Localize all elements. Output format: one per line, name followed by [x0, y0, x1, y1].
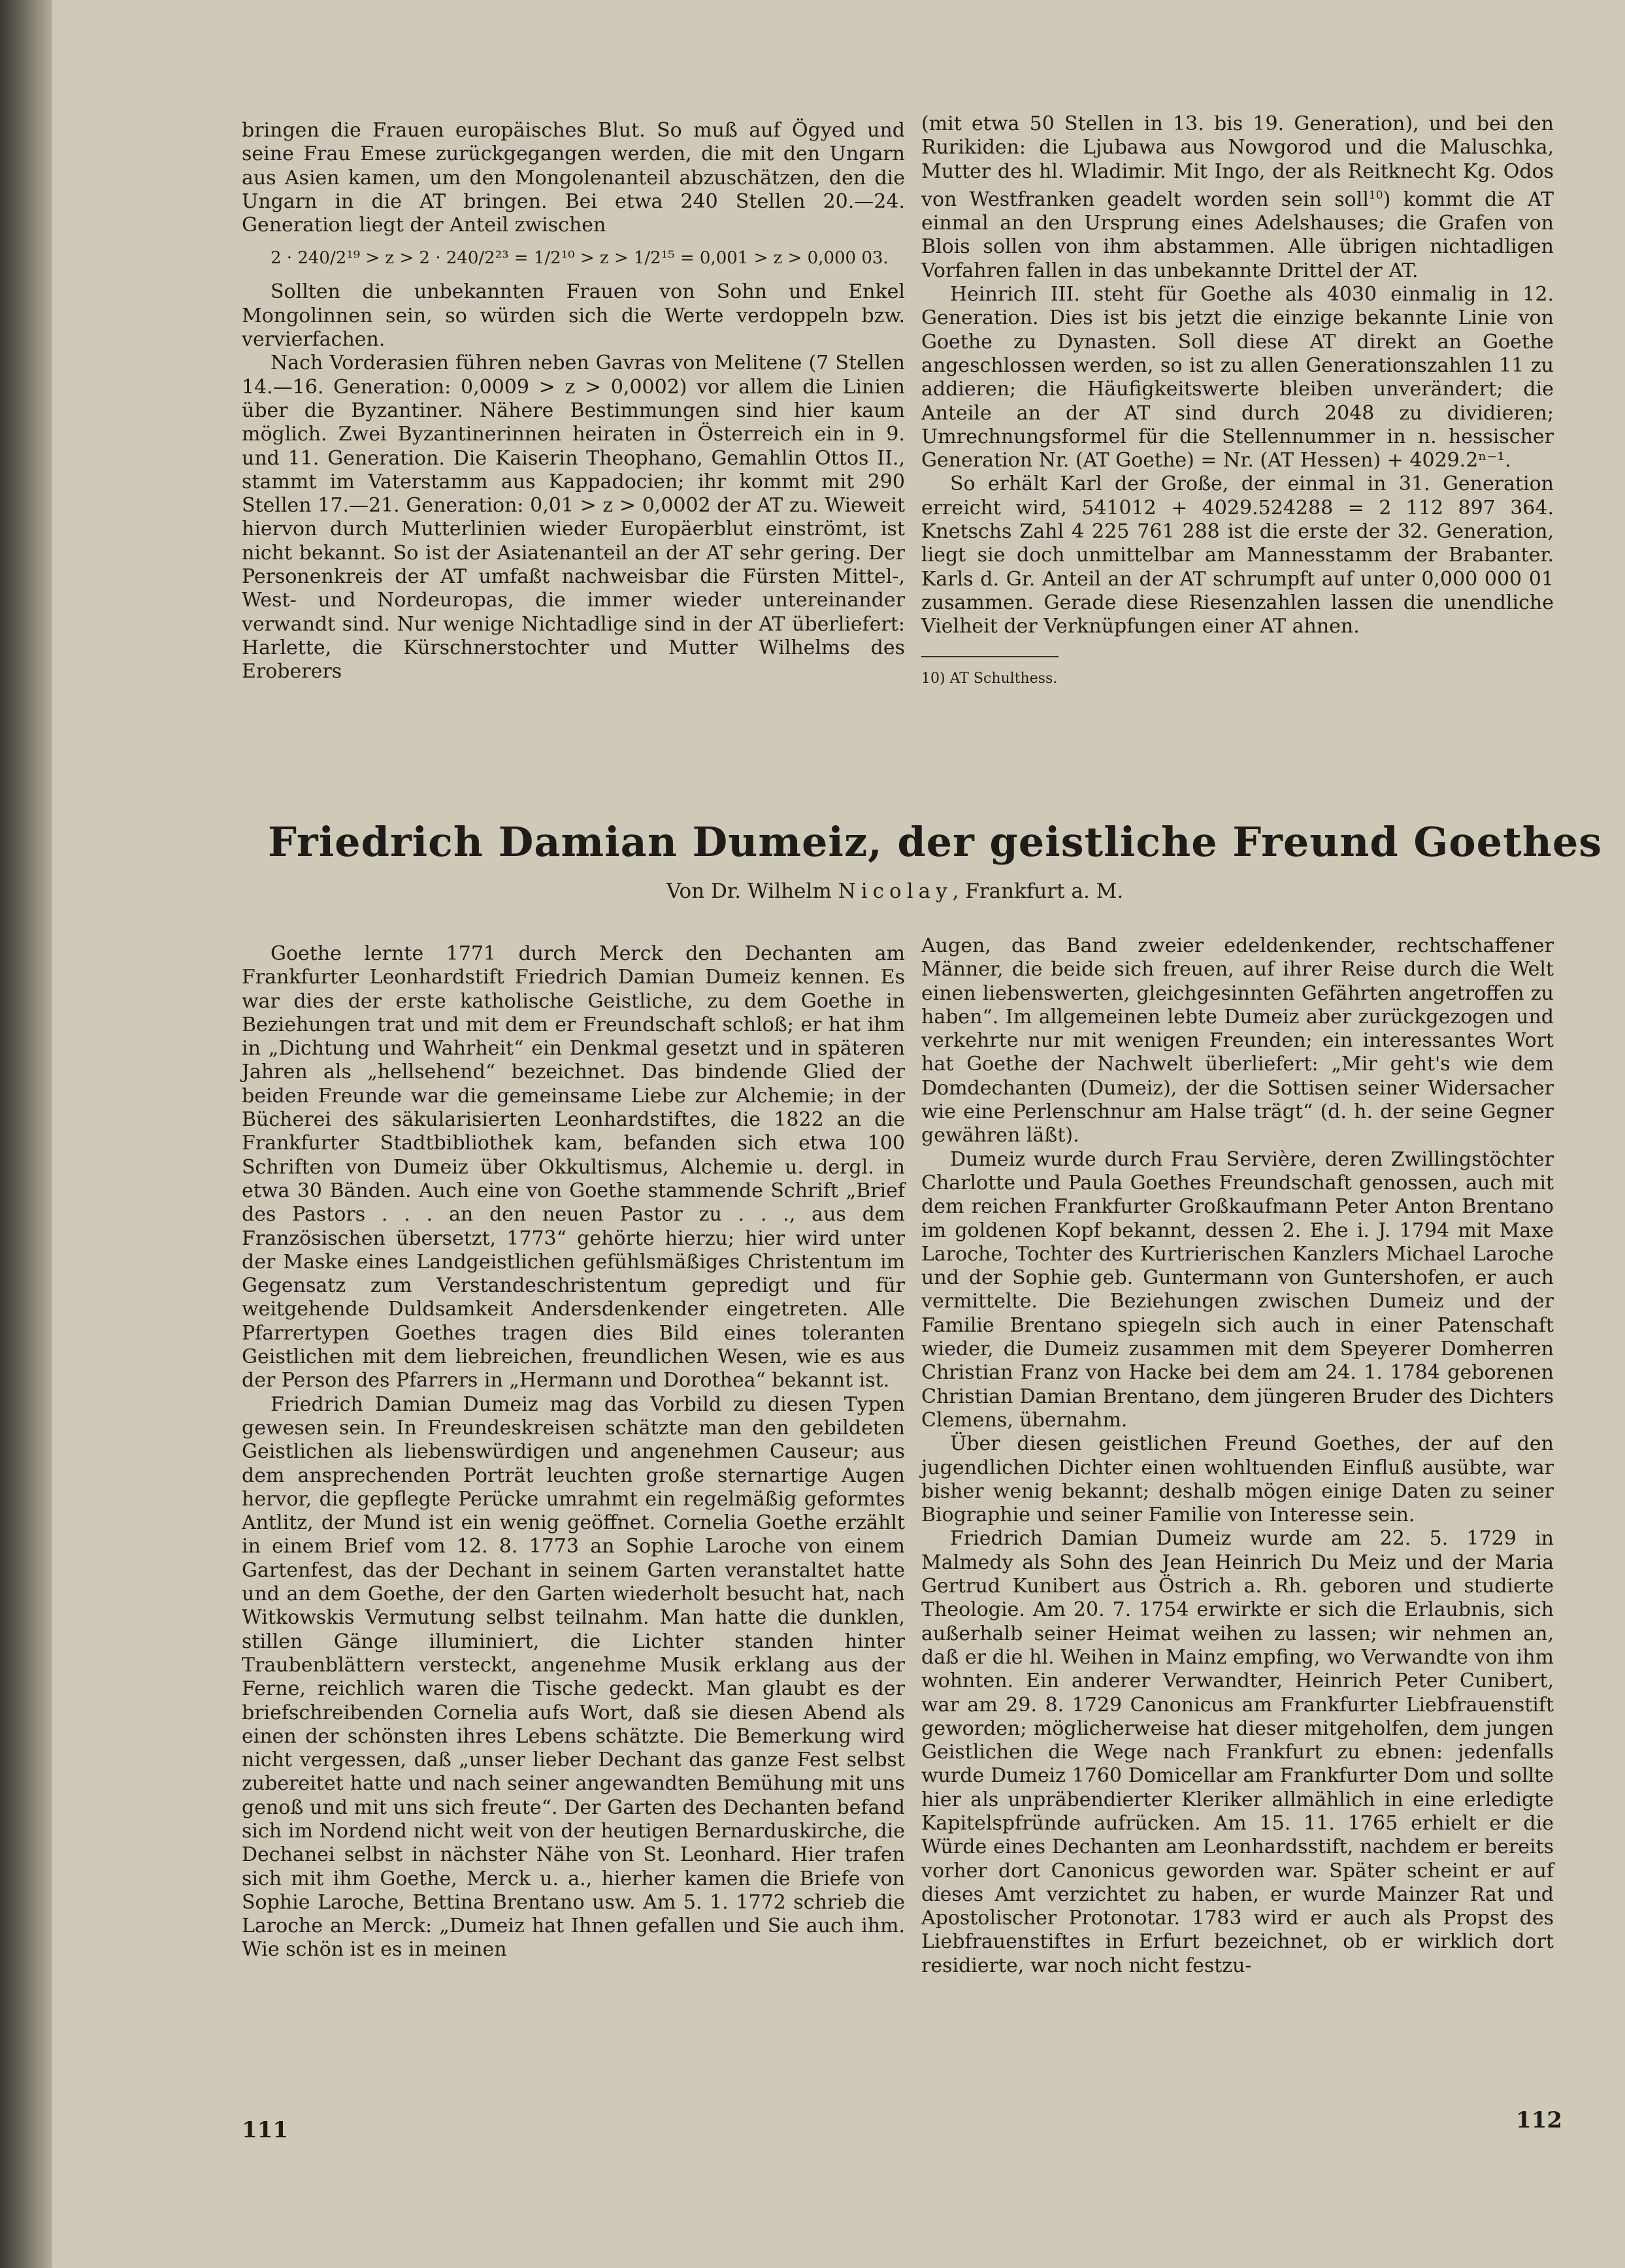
bottom-left-column — [242, 942, 905, 1962]
paragraph: So erhält Karl der Große, der einmal in 31. Generation erreicht wird, 541012 + 4029.524288 = 2 112 897 364. Knetschs Zahl 4 225 761 288 ist die erste der 32. Generation, liegt sie doch unmittelbar am Mannesstamm der Brabanter. Karls d. Gr. Anteil an der AT schrumpft auf unter 0,000 000 01 zusammen. Gerade diese Riesenzahlen lassen die unendliche Vielheit der Verknüpfungen einer AT ahnen. — [921, 472, 1554, 638]
footnote-rule — [921, 656, 1059, 657]
byline — [666, 879, 1385, 903]
page-number-left: 111 — [242, 2117, 288, 2143]
bottom-right-column — [921, 934, 1554, 1978]
paragraph: bringen die Frauen europäisches Blut. So muß auf Ögyed und seine Frau Emese zurückgegangen werden, die mit den Ungarn aus Asien kamen, um den Mongolenanteil abzuschätzen, den die Ungarn in die AT bringen. Bei etwa 240 Stellen 20.—24. Generation liegt der Anteil zwischen — [242, 119, 905, 237]
paragraph: Friedrich Damian Dumeiz mag das Vorbild zu diesen Typen gewesen sein. In Freundeskreisen schätzte man den gebildeten Geistlichen als liebenswürdigen und angenehmen Causeur; aus dem ansprechenden Porträt leuchten große sternartige Augen hervor, die gepflegte Perücke umrahmt ein regelmäßig geformtes Antlitz, der Mund ist ein wenig geöffnet. Cornelia Goethe erzählt in einem Brief vom 12. 8. 1773 an Sophie Laroche von einem Gartenfest, das der Dechant in seinem Garten veranstaltet hatte und an dem Goethe, der den Garten wiederholt besucht hat, nach Witkowskis Vermutung selbst teilnahm. Man hatte die dunklen, stillen Gänge illuminiert, die Lichter standen hinter Traubenblättern versteckt, angenehme Musik erklang aus der Ferne, reichlich waren die Tische gedeckt. Man glaubt es der briefschreibenden Cornelia aufs Wort, daß sie diesen Abend als einen der schönsten ihres Lebens schätzte. Die Bemerkung wird nicht vergessen, daß „unser lieber Dechant das ganze Fest selbst zubereitet hatte und nach seiner angewandten Bemühung mit uns genoß und mit uns sich freute“. Der Garten des Dechanten befand sich im Nordend nicht weit von der heutigen Bernarduskirche, die Dechanei selbst in nächster Nähe von St. Leonhard. Hier trafen sich mit ihm Goethe, Merck u. a., hierher kamen die Briefe von Sophie Laroche, Bettina Brentano usw. Am 5. 1. 1772 schrieb die Laroche an Merck: „Dumeiz hat Ihnen gefallen und Sie auch ihm. Wie schön ist es in meinen — [242, 1392, 905, 1962]
footnote-marker: 10 — [1368, 188, 1383, 202]
byline-suffix: , Frankfurt a. M. — [952, 879, 1124, 903]
paragraph: Goethe lernte 1771 durch Merck den Dechanten am Frankfurter Leonhardstift Friedrich Damian Dumeiz kennen. Es war dies der erste katholische Geistliche, zu dem Goethe in Beziehungen trat und mit dem er Freundschaft schloß; er hat ihm in „Dichtung und Wahrheit“ ein Denkmal gesetzt und in späteren Jahren als „hellsehend“ bezeichnet. Das bindende Glied der beiden Freunde war die gemeinsame Liebe zur Alchemie; in der Bücherei des säkularisierten Leonhardstiftes, die 1822 an die Frankfurter Stadtbibliothek kam, befanden sich etwa 100 Schriften von Dumeiz über Okkultismus, Alchemie u. dergl. in etwa 30 Bänden. Auch eine von Goethe stammende Schrift „Brief des Pastors . . . an den neuen Pastor zu . . ., aus dem Französischen übersetzt, 1773“ gehörte hierzu; hier wird unter der Maske eines Landgeistlichen gefühlsmäßiges Christentum im Gegensatz zum Verstandeschristentum gepredigt und für weitgehende Duldsamkeit Andersdenkender eingetreten. Alle Pfarrertypen Goethes tragen dies Bild eines toleranten Geistlichen mit dem liebreichen, freundlichen Wesen, wie es aus der Person des Pfarrers in „Hermann und Dorothea“ bekannt ist. — [242, 942, 905, 1392]
author-name: Nicolay — [838, 879, 953, 903]
paragraph — [921, 112, 1554, 283]
paragraph: Augen, das Band zweier edeldenkender, rechtschaffener Männer, die beide sich freuen, auf ihrer Reise durch die Welt einen liebenswerten, gleichgesinnten Gefährten angetroffen zu haben“. Im allgemeinen lebte Dumeiz aber zurückgezogen und verkehrte nur mit wenigen Freunden; ein interessantes Wort hat Goethe der Nachwelt überliefert: „Mir geht's wie dem Domdechanten (Dumeiz), der die Sottisen seiner Widersacher wie eine Perlenschnur am Halse trägt“ (d. h. der seine Gegner gewähren läßt). — [921, 934, 1554, 1147]
article-title: Friedrich Damian Dumeiz, der geistliche Freund Goethes — [268, 818, 1603, 866]
scanned-page — [52, 0, 1625, 2268]
book-binding-shadow — [0, 0, 52, 2268]
paragraph: Dumeiz wurde durch Frau Servière, deren Zwillingstöchter Charlotte und Paula Goethes Freundschaft genossen, auch mit dem reichen Frankfurter Großkaufmann Peter Anton Brentano im goldenen Kopf bekannt, dessen 2. Ehe i. J. 1794 mit Maxe Laroche, Tochter des Kurtrierischen Kanzlers Michael Laroche und der Sophie geb. Guntermann von Guntershofen, er auch vermittelte. Die Beziehungen zwischen Dumeiz und der Familie Brentano spiegeln sich auch in einer Patenschaft wieder, die Dumeiz zusammen mit dem Speyerer Domherren Christian Franz von Hacke bei dem am 24. 1. 1784 geborenen Christian Damian Brentano, dem jüngeren Bruder des Dichters Clemens, übernahm. — [921, 1147, 1554, 1432]
paragraph: Friedrich Damian Dumeiz wurde am 22. 5. 1729 in Malmedy als Sohn des Jean Heinrich Du Meiz und der Maria Gertrud Kunibert aus Östrich a. Rh. geboren und studierte Theologie. Am 20. 7. 1754 erwirkte er sich die Erlaubnis, sich außerhalb seiner Heimat weihen zu lassen; wir nehmen an, daß er die hl. Weihen in Mainz empfing, wo Verwandte von ihm wohnten. Ein anderer Verwandter, Heinrich Peter Cunibert, war am 29. 8. 1729 Canonicus am Frankfurter Liebfrauenstift geworden; möglicherweise hat dieser mitgeholfen, dem jungen Geistlichen die Wege nach Frankfurt zu ebnen: jedenfalls wurde Dumeiz 1760 Domicellar am Frankfurter Dom und sollte hier als unpräbendierter Kleriker allmählich in eine erledigte Kapitelspfründe aufrücken. Am 15. 11. 1765 erhielt er die Würde eines Dechanten am Leonhardsstift, nachdem er bereits vorher dort Canonicus geworden war. Später scheint er auf dieses Amt verzichtet zu haben, er wurde Mainzer Rat und Apostolischer Protonotar. 1783 wird er auch als Propst des Liebfrauenstiftes in Erfurt bezeichnet, ob er wirklich dort residierte, war noch nicht festzu- — [921, 1527, 1554, 1977]
footnote: 10) AT Schulthess. — [921, 670, 1058, 687]
paragraph: Nach Vorderasien führen neben Gavras von Melitene (7 Stellen 14.—16. Generation: 0,0009 > z > 0,0002) vor allem die Linien über die Byzantiner. Nähere Bestimmungen sind hier kaum möglich. Zwei Byzantinerinnen heiraten in Österreich ein in 9. und 11. Generation. Die Kaiserin Theophano, Gemahlin Ottos II., stammt im Vaterstamm aus Kappadocien; ihr kommt mit 290 Stellen 17.—21. Generation: 0,01 > z > 0,0002 der AT zu. Wieweit hiervon durch Mutterlinien wieder Europäerblut einströmt, ist nicht bekannt. So ist der Asiatenanteil an der AT sehr gering. Der Personenkreis der AT umfaßt nachweisbar die Fürsten Mittel-, West- und Nordeuropas, die immer wieder untereinander verwandt sind. Nur wenige Nichtadlige sind in der AT überliefert: Harlette, die Kürschnerstochter und Mutter Wilhelms des Eroberers — [242, 352, 905, 683]
formula: 2 · 240/2¹⁹ > z > 2 · 240/2²³ = 1/2¹⁰ > z > 1/2¹⁵ = 0,001 > z > 0,000 03. — [271, 248, 889, 269]
top-right-column — [921, 112, 1554, 689]
byline-prefix: Von Dr. Wilhelm — [666, 879, 832, 903]
paragraph: Sollten die unbekannten Frauen von Sohn und Enkel Mongolinnen sein, so würden sich die Werte verdoppeln bzw. vervierfachen. — [242, 280, 905, 352]
paragraph: Über diesen geistlichen Freund Goethes, der auf den jugendlichen Dichter einen wohltuenden Einfluß ausübte, war bisher wenig bekannt; deshalb mögen einige Daten zu seiner Biographie und seiner Familie von Interesse sein. — [921, 1432, 1554, 1527]
top-left-column — [242, 119, 905, 684]
page-number-right: 112 — [1516, 2107, 1562, 2133]
text-run: (mit etwa 50 Stellen in 13. bis 19. Generation), und bei den Rurikiden: die Ljubawa aus Nowgorod und die Maluschka, Mutter des hl. Wladimir. Mit Ingo, der als Reitknecht Kg. Odos von Westfranken geadelt worden sein soll — [921, 112, 1554, 211]
paragraph: Heinrich III. steht für Goethe als 4030 einmalig in 12. Generation. Dies ist bis jetzt die einzige bekannte Linie von Goethe zu Dynasten. Soll diese AT direkt an Goethe angeschlossen werden, so ist zu allen Generationszahlen 11 zu addieren; die Häufigkeitswerte bleiben unverändert; die Anteile an der AT sind durch 2048 zu dividieren; Umrechnungsformel für die Stellennummer in n. hessischer Generation Nr. (AT Goethe) = Nr. (AT Hessen) + 4029.2ⁿ⁻¹. — [921, 283, 1554, 472]
text-run: ) kommt die AT einmal an den Ursprung eines Adelshauses; die Grafen von Blois sollen von ihm abstammen. Alle übrigen nichtadligen Vorfahren fallen in das unbekannte Drittel der AT. — [921, 188, 1554, 282]
